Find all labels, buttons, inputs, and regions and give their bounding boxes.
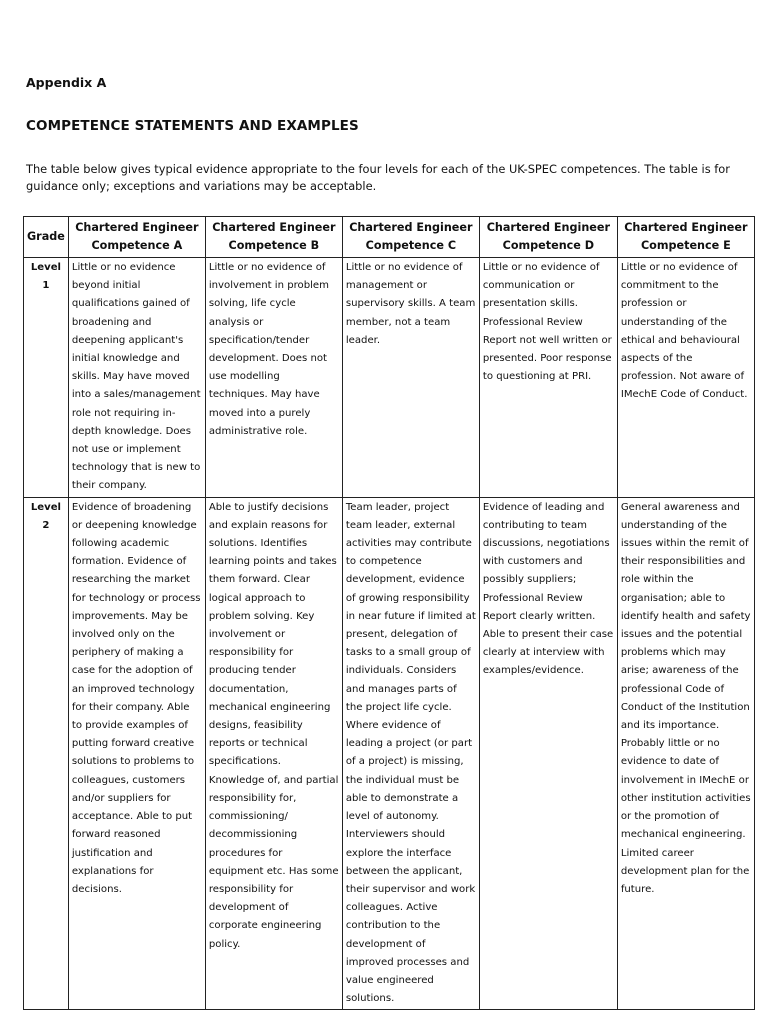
column-header-competence-d: Chartered Engineer Competence D [479,217,617,258]
table-cell: Little or no evidence of management or supervisory skills. A team member, not a team leader. [342,258,479,498]
table-cell: Team leader, project team leader, external activities may contribute to competence development, evidence of growing responsibility in near future if limited at present, delegation of tasks to a small group of individuals. Considers and manages parts of the project life cycle. Where evidence of leading a project (or part of a project) is missing, the individual must be able to demonstrate a level of autonomy. Interviewers should explore the interface between the applicant, their supervisor and work colleagues. Active contribution to the development of improved processes and value engineered solutions. [342,497,479,1010]
appendix-label: Appendix A [26,75,107,90]
page-title: COMPETENCE STATEMENTS AND EXAMPLES [26,118,359,134]
table-row-level-1 [24,258,755,498]
table-cell: Little or no evidence beyond initial qualifications gained of broadening and deepening applicant's initial knowledge and skills. May have moved into a sales/management role not requiring in-depth knowledge. Does not use or implement technology that is new to their company. [68,258,205,498]
table-cell: Evidence of leading and contributing to team discussions, negotiations with customers and possibly suppliers; Professional Review Report clearly written. Able to present their case clearly at interview with examples/evidence. [479,497,617,1010]
grade-cell: Level 2 [24,497,69,1010]
column-header-competence-b: Chartered Engineer Competence B [205,217,342,258]
table-header-row [24,217,755,258]
table-row-level-2 [24,497,755,1010]
table-cell: Able to justify decisions and explain reasons for solutions. Identifies learning points and takes them forward. Clear logical approach to problem solving. Key involvement or responsibility for producing tender documentation, mechanical engineering designs, feasibility reports or technical specifications. Knowledge of, and partial responsibility for, commissioning/ decommissioning procedures for equipment etc. Has some responsibility for development of corporate engineering policy. [205,497,342,1010]
intro-paragraph: The table below gives typical evidence appropriate to the four levels for each of the UK-SPEC competences. The table is for guidance only; exceptions and variations may be acceptable. [26,162,730,193]
competence-table [23,216,755,1010]
table-cell: Little or no evidence of communication or presentation skills. Professional Review Report not well written or presented. Poor response to questioning at PRI. [479,258,617,498]
column-header-competence-e: Chartered Engineer Competence E [617,217,754,258]
table-cell: Little or no evidence of involvement in problem solving, life cycle analysis or specification/tender development. Does not use modelling techniques. May have moved into a purely administrative role. [205,258,342,498]
grade-header: Grade [24,217,69,258]
column-header-competence-a: Chartered Engineer Competence A [68,217,205,258]
column-header-competence-c: Chartered Engineer Competence C [342,217,479,258]
table-cell: Evidence of broadening or deepening knowledge following academic formation. Evidence of researching the market for technology or process improvements. May be involved only on the periphery of making a case for the adoption of an improved technology for their company. Able to provide examples of putting forward creative solutions to problems to colleagues, customers and/or suppliers for acceptance. Able to put forward reasoned justification and explanations for decisions. [68,497,205,1010]
grade-cell: Level 1 [24,258,69,498]
table-cell: General awareness and understanding of the issues within the remit of their responsibilities and role within the organisation; able to identify health and safety issues and the potential problems which may arise; awareness of the professional Code of Conduct of the Institution and its importance. Probably little or no evidence to date of involvement in IMechE or other institution activities or the promotion of mechanical engineering. Limited career development plan for the future. [617,497,754,1010]
table-cell: Little or no evidence of commitment to the profession or understanding of the ethical and behavioural aspects of the profession. Not aware of IMechE Code of Conduct. [617,258,754,498]
